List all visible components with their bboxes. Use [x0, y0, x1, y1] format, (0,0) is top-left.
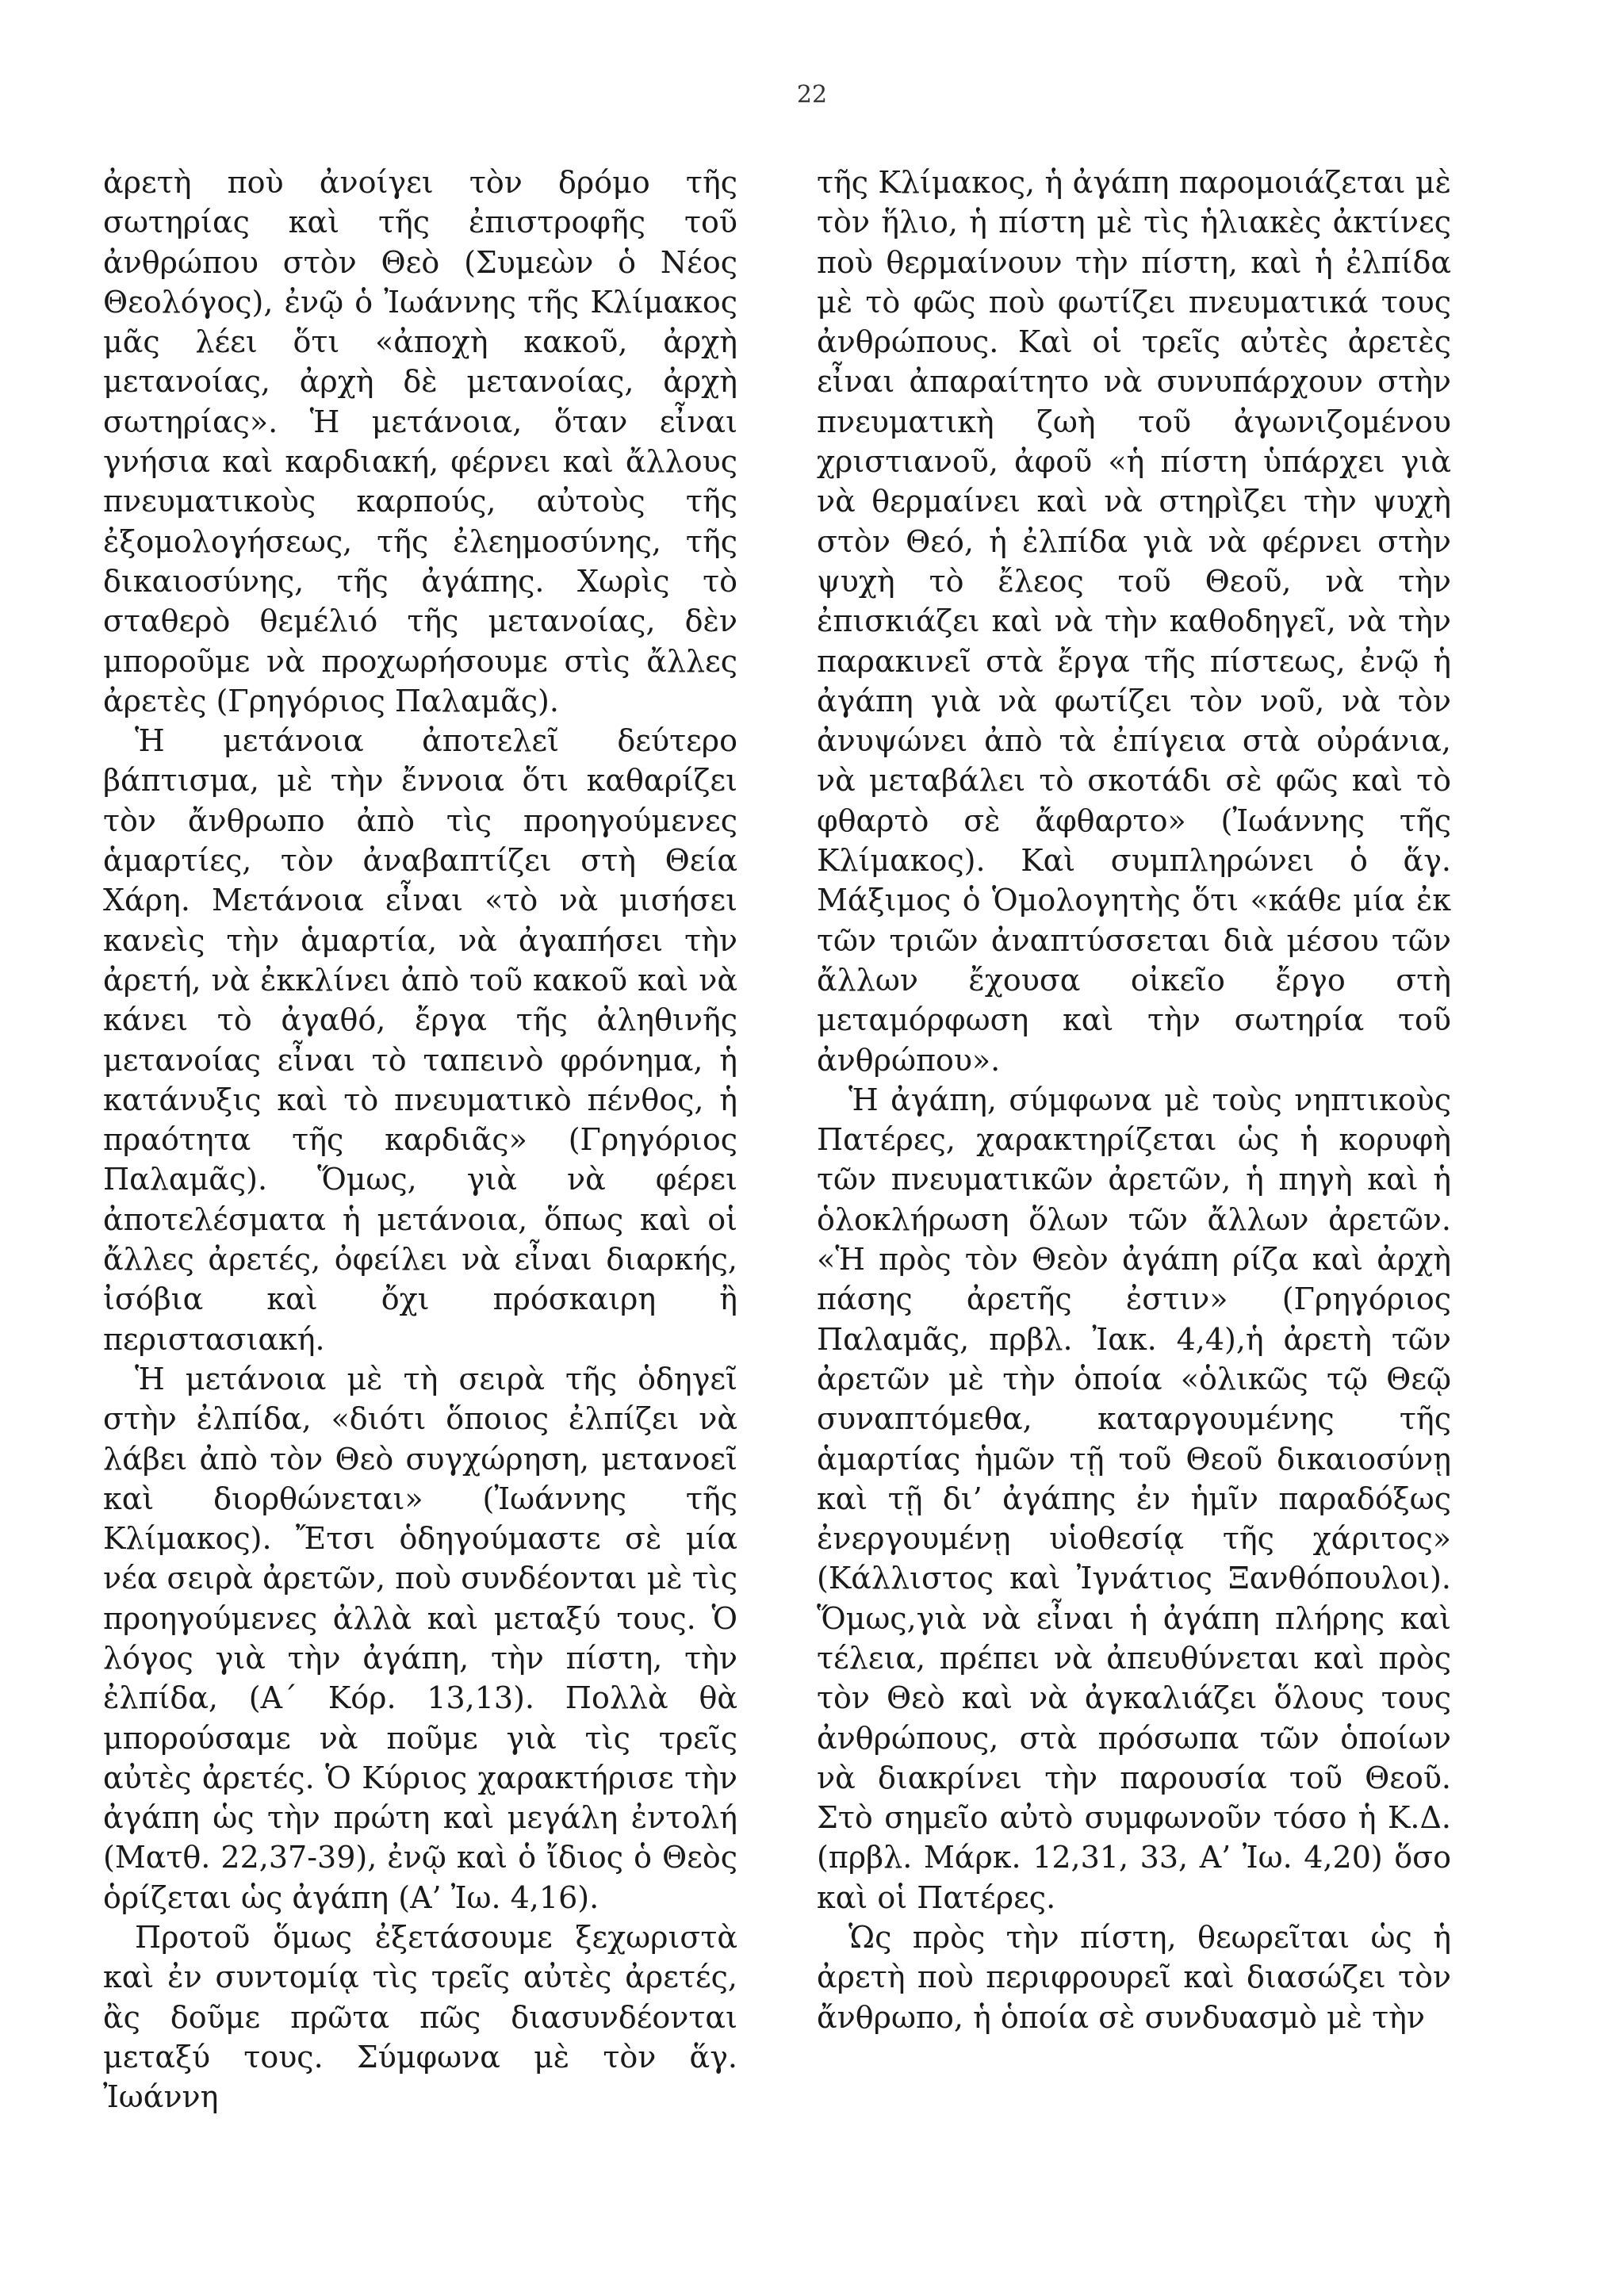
right-column — [817, 163, 1451, 2037]
paragraph: Ἡ μετάνοια μὲ τὴ σειρὰ τῆς ὁδηγεῖ στὴν ἐλπίδα, «διότι ὅποιος ἐλπίζει νὰ λάβει ἀπὸ τὸν Θεὸ συγχώρηση, μετανοεῖ καὶ διορθώνεται» (Ἰωάννης τῆς Κλίμακος). Ἔτσι ὁδηγούμαστε σὲ μία νέα σειρὰ ἀρετῶν, ποὺ συνδέονται μὲ τὶς προηγούμενες ἀλλὰ καὶ μεταξύ τους. Ὁ λόγος γιὰ τὴν ἀγάπη, τὴν πίστη, τὴν ἐλπίδα, (Α΄ Κόρ. 13,13). Πολλὰ θὰ μπορούσαμε νὰ ποῦμε γιὰ τὶς τρεῖς αὐτὲς ἀρετές. Ὁ Κύριος χαρακτήρισε τὴν ἀγάπη ὡς τὴν πρώτη καὶ μεγάλη ἐντολή (Ματθ. 22,37-39), ἐνῷ καὶ ὁ ἴδιος ὁ Θεὸς ὁρίζεται ὡς ἀγάπη (Α’ Ἰω. 4,16). — [103, 1361, 737, 1915]
paragraph: Ὡς πρὸς τὴν πίστη, θεωρεῖται ὡς ἡ ἀρετὴ ποὺ περιφρουρεῖ καὶ διασώζει τὸν ἄνθρωπο, ἡ ὁποία σὲ συνδυασμὸ μὲ τὴν — [817, 1920, 1451, 2035]
paragraph: Ἡ μετάνοια ἀποτελεῖ δεύτερο βάπτισμα, μὲ τὴν ἔννοια ὅτι καθαρίζει τὸν ἄνθρωπο ἀπὸ τὶς προηγούμενες ἁμαρτίες, τὸν ἀναβαπτίζει στὴ Θεία Χάρη. Μετάνοια εἶναι «τὸ νὰ μισήσει κανεὶς τὴν ἁμαρτία, νὰ ἀγαπήσει τὴν ἀρετή, νὰ ἐκκλίνει ἀπὸ τοῦ κακοῦ καὶ νὰ κάνει τὸ ἀγαθό, ἔργα τῆς ἀληθινῆς μετανοίας εἶναι τὸ ταπεινὸ φρόνημα, ἡ κατάνυξις καὶ τὸ πνευματικὸ πένθος, ἡ πραότητα τῆς καρδιᾶς» (Γρηγόριος Παλαμᾶς). Ὅμως, γιὰ νὰ φέρει ἀποτελέσματα ἡ μετάνοια, ὅπως καὶ οἱ ἄλλες ἀρετές, ὀφείλει νὰ εἶναι διαρκής, ἰσόβια καὶ ὄχι πρόσκαιρη ἢ περιστασιακή. — [103, 723, 737, 1357]
paragraph: ἀρετὴ ποὺ ἀνοίγει τὸν δρόμο τῆς σωτηρίας καὶ τῆς ἐπιστροφῆς τοῦ ἀνθρώπου στὸν Θεὸ (Συμεὼν ὁ Νέος Θεολόγος), ἐνῷ ὁ Ἰωάννης τῆς Κλίμακος μᾶς λέει ὅτι «ἀποχὴ κακοῦ, ἀρχὴ μετανοίας, ἀρχὴ δὲ μετανοίας, ἀρχὴ σωτηρίας». Ἡ μετάνοια, ὅταν εἶναι γνήσια καὶ καρδιακή, φέρνει καὶ ἄλλους πνευματικοὺς καρπούς, αὐτοὺς τῆς ἐξομολογήσεως, τῆς ἐλεημοσύνης, τῆς δικαιοσύνης, τῆς ἀγάπης. Χωρὶς τὸ σταθερὸ θεμέλιό τῆς μετανοίας, δὲν μποροῦμε νὰ προχωρήσουμε στὶς ἄλλες ἀρετὲς (Γρηγόριος Παλαμᾶς). — [103, 165, 737, 718]
left-column — [103, 163, 737, 2117]
paragraph: Ἡ ἀγάπη, σύμφωνα μὲ τοὺς νηπτικοὺς Πατέρες, χαρακτηρίζεται ὡς ἡ κορυφὴ τῶν πνευματικῶν ἀρετῶν, ἡ πηγὴ καὶ ἡ ὁλοκλήρωση ὅλων τῶν ἄλλων ἀρετῶν. «Ἡ πρὸς τὸν Θεὸν ἀγάπη ρίζα καὶ ἀρχὴ πάσης ἀρετῆς ἐστιν» (Γρηγόριος Παλαμᾶς, πρβλ. Ἰακ. 4,4),ἡ ἀρετὴ τῶν ἀρετῶν μὲ τὴν ὁποία «ὁλικῶς τῷ Θεῷ συναπτόμεθα, καταργουμένης τῆς ἁμαρτίας ἡμῶν τῇ τοῦ Θεοῦ δικαιοσύνῃ καὶ τῇ δι’ ἀγάπης ἐν ἡμῖν παραδόξως ἐνεργουμένῃ υἱοθεσίᾳ τῆς χάριτος» (Κάλλιστος καὶ Ἰγνάτιος Ξανθόπουλοι). Ὅμως,γιὰ νὰ εἶναι ἡ ἀγάπη πλήρης καὶ τέλεια, πρέπει νὰ ἀπευθύνεται καὶ πρὸς τὸν Θεὸ καὶ νὰ ἀγκαλιάζει ὅλους τους ἀνθρώπους, στὰ πρόσωπα τῶν ὁποίων νὰ διακρίνει τὴν παρουσία τοῦ Θεοῦ. Στὸ σημεῖο αὐτὸ συμφωνοῦν τόσο ἡ Κ.Δ. (πρβλ. Μάρκ. 12,31, 33, Α’ Ἰω. 4,20) ὅσο καὶ οἱ Πατέρες. — [817, 1082, 1451, 1915]
paragraph: τῆς Κλίμακος, ἡ ἀγάπη παρομοιάζεται μὲ τὸν ἥλιο, ἡ πίστη μὲ τὶς ἡλιακὲς ἀκτίνες ποὺ θερμαίνουν τὴν πίστη, καὶ ἡ ἐλπίδα μὲ τὸ φῶς ποὺ φωτίζει πνευματικά τους ἀνθρώπους. Καὶ οἱ τρεῖς αὐτὲς ἀρετὲς εἶναι ἀπαραίτητο νὰ συνυπάρχουν στὴν πνευματικὴ ζωὴ τοῦ ἀγωνιζομένου χριστιανοῦ, ἀφοῦ «ἡ πίστη ὑπάρχει γιὰ νὰ θερμαίνει καὶ νὰ στηρὶζει τὴν ψυχὴ στὸν Θεό, ἡ ἐλπίδα γιὰ νὰ φέρνει στὴν ψυχὴ τὸ ἔλεος τοῦ Θεοῦ, νὰ τὴν ἐπισκιάζει καὶ νὰ τὴν καθοδηγεῖ, νὰ τὴν παρακινεῖ στὰ ἔργα τῆς πίστεως, ἐνῷ ἡ ἀγάπη γιὰ νὰ φωτίζει τὸν νοῦ, νὰ τὸν ἀνυψώνει ἀπὸ τὰ ἐπίγεια στὰ οὐράνια, νὰ μεταβάλει τὸ σκοτάδι σὲ φῶς καὶ τὸ φθαρτὸ σὲ ἄφθαρτο» (Ἰωάννης τῆς Κλίμακος). Καὶ συμπληρώνει ὁ ἅγ. Μάξιμος ὁ Ὁμολογητὴς ὅτι «κάθε μία ἐκ τῶν τριῶν ἀναπτύσσεται διὰ μέσου τῶν ἄλλων ἔχουσα οἰκεῖο ἔργο στὴ μεταμόρφωση καὶ τὴν σωτηρία τοῦ ἀνθρώπου». — [817, 165, 1451, 1078]
page-number: 22 — [796, 81, 828, 109]
paragraph: Προτοῦ ὅμως ἐξετάσουμε ξεχωριστὰ καὶ ἐν συντομίᾳ τὶς τρεῖς αὐτὲς ἀρετές, ἂς δοῦμε πρῶτα πῶς διασυνδέονται μεταξύ τους. Σύμφωνα μὲ τὸν ἅγ. Ἰωάννη — [103, 1920, 737, 2115]
